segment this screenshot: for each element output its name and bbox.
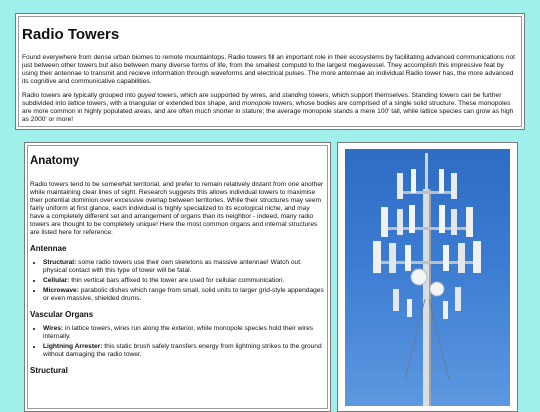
list-item xyxy=(43,325,324,341)
radio-tower-photo xyxy=(345,149,510,406)
text-segment: Radio towers are typically grouped into xyxy=(22,92,138,99)
radio-tower-illustration xyxy=(345,149,510,406)
text-segment: towers, which support themselves. Standing towers can be further subdivided into xyxy=(22,92,502,107)
anatomy-content xyxy=(30,155,324,381)
text-segment: towers, with a triangular or extended box shape, and xyxy=(85,100,242,107)
text-segment: towers, which are supported by wires, and xyxy=(155,92,283,99)
list-item-description: some radio towers use their own skeletons as massive antennae! Watch out: physical contact with this type of tower will be fatal. xyxy=(43,259,302,274)
section-heading: Structural xyxy=(30,366,68,375)
anatomy-paragraph: Radio towers tend to be somewhat territorial, and prefer to remain relatively distant from one another while maintaining clear lines of sight. Research suggests this allows individual towers to maximise their potential dominion over excessive overlap between territories. While their structures may seem fairly uniform at first glance, each individual is highly specialized to its ecological niche, and may have a completely different set and arrangement of organs than its neighbor - indeed, many radio towers are thought to be completely unique! Here the most common organs and internal structures are listed here for reference: xyxy=(30,181,324,236)
section-list xyxy=(30,325,324,359)
list-item-term: Lightning Arrester: xyxy=(43,343,103,350)
emphasized-term: guyed xyxy=(137,92,156,99)
list-item-term: Microwave: xyxy=(43,287,79,294)
intro-content xyxy=(22,26,518,130)
anatomy-heading: Anatomy xyxy=(30,155,80,167)
section-list xyxy=(30,259,324,303)
anatomy-sections xyxy=(30,244,324,375)
emphasized-term: lattice xyxy=(67,100,86,107)
photo-frame xyxy=(337,142,518,412)
list-item-term: Cellular: xyxy=(43,277,70,284)
list-item-description: this static brush safely transfers energy from lightning strikes to the ground without damaging the radio tower. xyxy=(43,343,322,358)
anatomy-panel xyxy=(24,142,331,412)
list-item-description: in lattice towers, wires run along the exterior, while monopole species hold their wires internally. xyxy=(43,325,314,340)
text-segment: towers, whose bodies are comprised of a single solid structure. These monopoles are more common in highly populated areas, and are often much shorter in stature; the average monopole stands a mere 100' tall, while lattice species can grow as high as 2000' or more! xyxy=(22,100,514,123)
list-item xyxy=(43,259,324,275)
page-title: Radio Towers xyxy=(22,26,120,43)
list-item-term: Structural: xyxy=(43,259,77,266)
list-item xyxy=(43,277,324,285)
section-heading: Antennae xyxy=(30,244,67,253)
intro-panel xyxy=(15,13,525,130)
emphasized-term: monopole xyxy=(241,100,271,107)
list-item-description: parabolic dishes which range from small, solid units to larger grid-style appendages or even massive, shielded drums. xyxy=(43,287,324,302)
list-item xyxy=(43,287,324,303)
list-item xyxy=(43,343,324,359)
intro-paragraph-2 xyxy=(22,92,518,124)
list-item-term: Wires: xyxy=(43,325,64,332)
emphasized-term: standing xyxy=(282,92,308,99)
list-item-description: thin vertical bars affixed to the tower are used for cellular communication. xyxy=(69,277,285,284)
intro-paragraph-1: Found everywhere from dense urban biomes to remote mountaintops, Radio towers fill an important role in their ecosystems by facilitating advanced communications not just between other towers but also between many diverse forms of life, from the smallest computd to the largest megavessel. They accomplish this impressive feat by using their antennae to transmit and recieve information through waveforms and electrical pulses. The more antennae an individual Radio tower has, the more advanced its cognitive and communicative capabilities. xyxy=(22,54,515,85)
section-heading: Vascular Organs xyxy=(30,310,94,319)
